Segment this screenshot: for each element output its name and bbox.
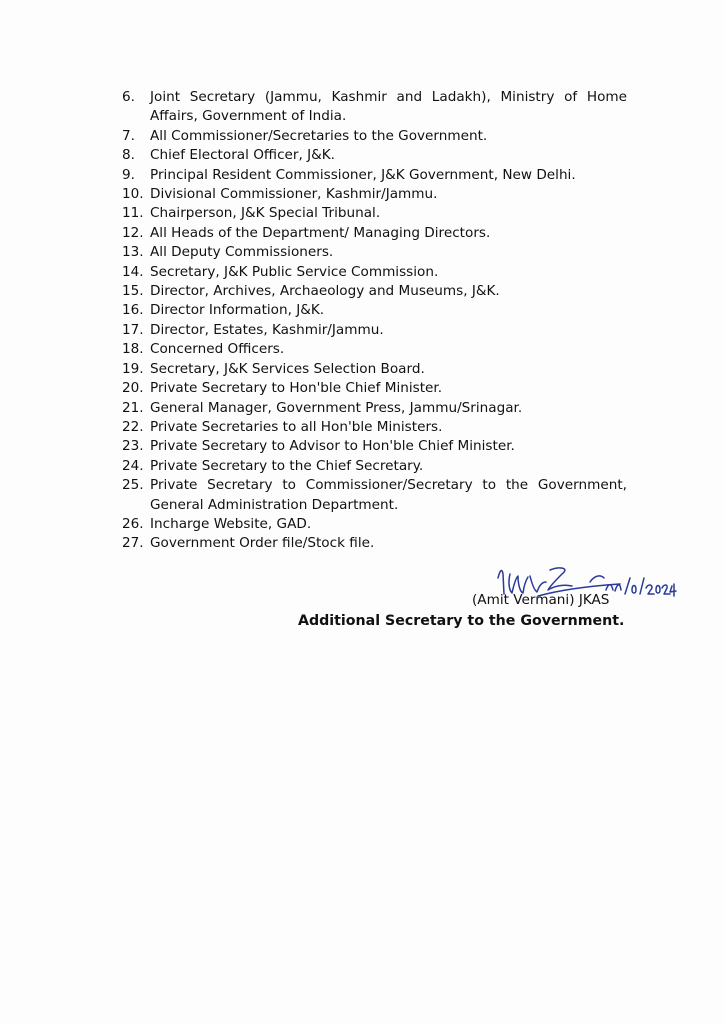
list-item-number: 25. — [122, 477, 144, 494]
list-item-number: 13. — [122, 244, 144, 261]
list-item-text: Director, Archives, Archaeology and Museums, J&K. — [150, 283, 500, 300]
list-item-text: Private Secretary to Commissioner/Secretary to the Government, General Administration Department. — [150, 477, 627, 513]
list-item-text: All Commissioner/Secretaries to the Government. — [150, 127, 488, 144]
list-item-number: 9. — [122, 166, 135, 183]
list-item — [122, 301, 627, 320]
list-item — [122, 243, 627, 262]
list-item-text: Incharge Website, GAD. — [150, 515, 312, 532]
list-item-text: Divisional Commissioner, Kashmir/Jammu. — [150, 186, 438, 203]
list-item-text: Chief Electoral Officer, J&K. — [150, 147, 335, 164]
signature — [460, 560, 660, 620]
list-item — [122, 321, 627, 340]
list-item — [122, 204, 627, 223]
list-item-text: Principal Resident Commissioner, J&K Government, New Delhi. — [150, 166, 576, 183]
list-item-number: 7. — [122, 127, 135, 144]
list-item — [122, 127, 627, 146]
list-item-number: 6. — [122, 89, 135, 105]
list-item-text: Private Secretary to Advisor to Hon'ble Chief Minister. — [150, 438, 515, 455]
list-item-number: 11. — [122, 205, 144, 222]
distribution-list — [122, 88, 627, 554]
list-item-number: 10. — [122, 186, 144, 203]
list-item-text: Joint Secretary (Jammu, Kashmir and Ladakh), Ministry of Home Affairs, Government of India. — [150, 89, 627, 125]
list-item-text: All Deputy Commissioners. — [150, 244, 334, 261]
list-item — [122, 534, 627, 553]
list-item — [122, 457, 627, 476]
list-item — [122, 399, 627, 418]
list-item — [122, 185, 627, 204]
list-item — [122, 166, 627, 185]
list-item — [122, 340, 627, 359]
list-item-text: All Heads of the Department/ Managing Directors. — [150, 224, 491, 241]
list-item — [122, 515, 627, 534]
list-item-number: 12. — [122, 224, 144, 241]
list-item — [122, 146, 627, 165]
list-item — [122, 224, 627, 243]
list-item-text: Private Secretary to the Chief Secretary. — [150, 457, 424, 474]
list-item-number: 14. — [122, 263, 144, 280]
list-item-number: 16. — [122, 302, 144, 319]
signatory-designation: Additional Secretary to the Government. — [298, 613, 625, 629]
list-item-text: Concerned Officers. — [150, 341, 285, 358]
list-item-text: Director Information, J&K. — [150, 302, 325, 319]
list-item-number: 17. — [122, 321, 144, 338]
list-item-text: Private Secretary to Hon'ble Chief Minister. — [150, 380, 443, 397]
list-item-number: 26. — [122, 515, 144, 532]
list-item-number: 23. — [122, 438, 144, 455]
list-item — [122, 379, 627, 398]
signatory-name: (Amit Vermani) JKAS — [472, 592, 610, 608]
list-item-number: 27. — [122, 535, 144, 552]
list-item-number: 8. — [122, 147, 135, 164]
list-item-number: 24. — [122, 457, 144, 474]
list-item — [122, 282, 627, 301]
list-item — [122, 418, 627, 437]
list-item — [122, 476, 627, 515]
list-item — [122, 437, 627, 456]
list-item — [122, 360, 627, 379]
list-item — [122, 88, 627, 127]
list-item-text: Government Order file/Stock file. — [150, 535, 375, 552]
list-item-number: 21. — [122, 399, 144, 416]
list-item-text: Private Secretaries to all Hon'ble Ministers. — [150, 418, 443, 435]
list-item-number: 22. — [122, 418, 144, 435]
list-item-text: General Manager, Government Press, Jammu/Srinagar. — [150, 399, 523, 416]
list-item-number: 18. — [122, 341, 144, 358]
list-item-number: 15. — [122, 283, 144, 300]
list-item-text: Chairperson, J&K Special Tribunal. — [150, 205, 381, 222]
list-item-number: 20. — [122, 380, 144, 397]
list-item — [122, 263, 627, 282]
list-item-number: 19. — [122, 360, 144, 377]
list-item-text: Secretary, J&K Public Service Commission. — [150, 263, 439, 280]
list-item-text: Director, Estates, Kashmir/Jammu. — [150, 321, 384, 338]
list-item-text: Secretary, J&K Services Selection Board. — [150, 360, 425, 377]
